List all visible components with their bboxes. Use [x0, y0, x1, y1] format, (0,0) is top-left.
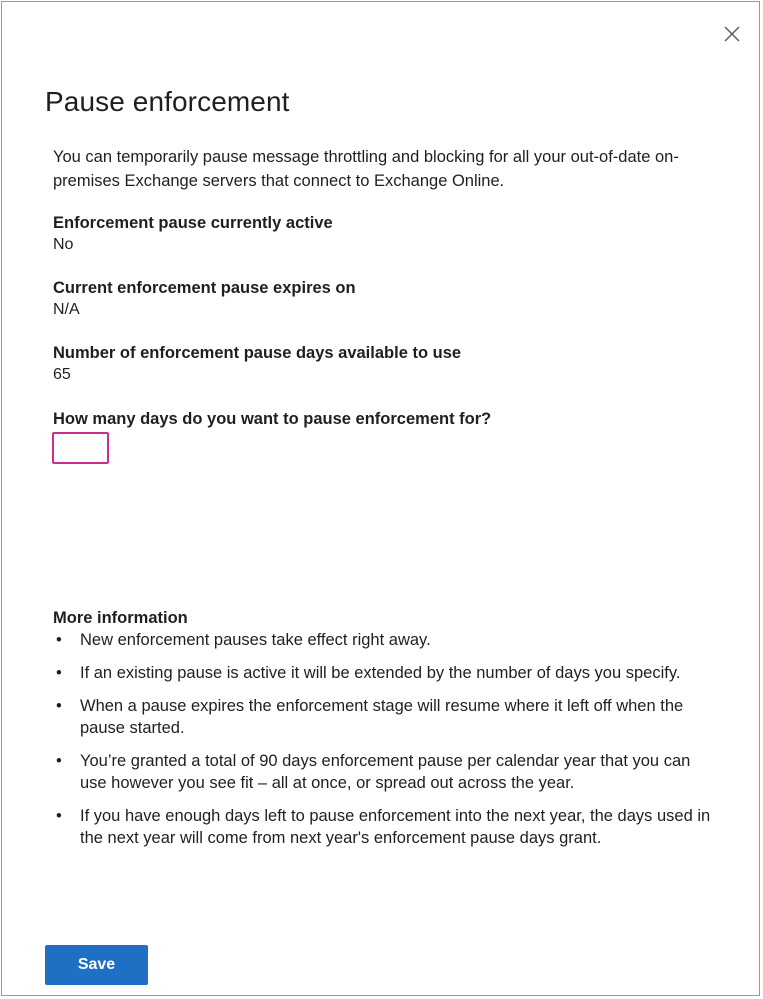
bullet-icon: •	[56, 697, 62, 715]
list-item-text: If you have enough days left to pause enforcement into the next year, the days used in the next year will come from next year's enforcement pause days grant.	[80, 807, 711, 847]
close-button[interactable]	[720, 22, 744, 46]
more-information-list	[53, 629, 713, 860]
days-available-value: 65	[53, 366, 71, 383]
bullet-icon: •	[56, 664, 62, 682]
list-item	[53, 750, 713, 794]
close-icon	[720, 22, 744, 46]
list-item-text: When a pause expires the enforcement stage will resume where it left off when the pause started.	[80, 697, 684, 737]
bullet-icon: •	[56, 752, 62, 770]
panel-title: Pause enforcement	[45, 86, 290, 117]
intro-text: You can temporarily pause message throttling and blocking for all your out-of-date on-premises Exchange servers that connect to Exchange Online.	[53, 148, 679, 190]
pause-days-question-label: How many days do you want to pause enforcement for?	[53, 410, 492, 428]
pause-enforcement-panel	[1, 1, 760, 996]
list-item	[53, 629, 713, 651]
pause-expires-label: Current enforcement pause expires on	[53, 279, 356, 297]
enforcement-active-label: Enforcement pause currently active	[53, 214, 333, 232]
list-item	[53, 695, 713, 739]
list-item	[53, 805, 713, 849]
save-button[interactable]: Save	[45, 945, 148, 985]
list-item	[53, 662, 713, 684]
list-item-text: If an existing pause is active it will be extended by the number of days you specify.	[80, 664, 681, 682]
enforcement-active-value: No	[53, 236, 74, 253]
list-item-text: New enforcement pauses take effect right away.	[80, 631, 431, 649]
bullet-icon: •	[56, 807, 62, 825]
bullet-icon: •	[56, 631, 62, 649]
pause-days-input[interactable]	[52, 432, 109, 464]
more-information-heading: More information	[53, 609, 188, 627]
days-available-label: Number of enforcement pause days available to use	[53, 344, 462, 362]
pause-expires-value: N/A	[53, 301, 80, 318]
list-item-text: You’re granted a total of 90 days enforcement pause per calendar year that you can use however you see fit – all at once, or spread out across the year.	[80, 752, 691, 792]
